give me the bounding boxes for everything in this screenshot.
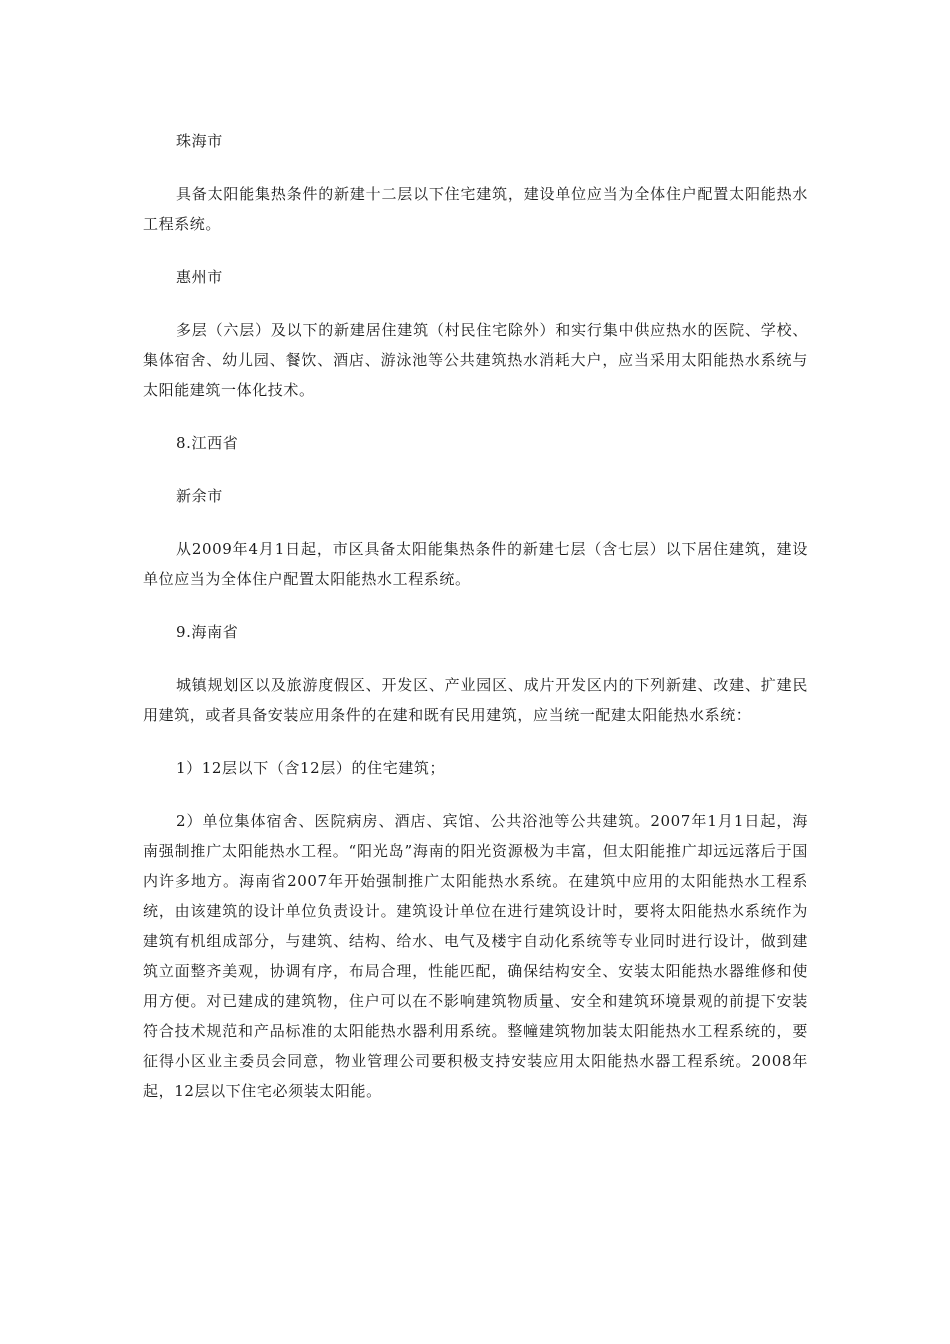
paragraph-gap [143, 405, 808, 428]
xinyu-policy-paragraph: 从2009年4月1日起，市区具备太阳能集热条件的新建七层（含七层）以下居住建筑，建设单位应当为全体住户配置太阳能热水工程系统。 [143, 540, 808, 588]
paragraph-gap [143, 292, 808, 315]
paragraph-gap [143, 458, 808, 481]
city-heading-huizhou: 惠州市 [176, 268, 223, 286]
province-heading-hainan: 9.海南省 [176, 623, 239, 641]
zhuhai-policy-paragraph: 具备太阳能集热条件的新建十二层以下住宅建筑，建设单位应当为全体住户配置太阳能热水工程系统。 [143, 185, 808, 233]
hainan-item-1: 1）12层以下（含12层）的住宅建筑； [176, 759, 446, 777]
paragraph-gap [143, 647, 808, 670]
province-heading-jiangxi: 8.江西省 [176, 434, 239, 452]
hainan-policy-paragraph: 城镇规划区以及旅游度假区、开发区、产业园区、成片开发区内的下列新建、改建、扩建民用建筑，或者具备安装应用条件的在建和既有民用建筑，应当统一配建太阳能热水系统： [143, 676, 808, 724]
paragraph-gap [143, 730, 808, 753]
paragraph-gap [143, 156, 808, 179]
huizhou-policy-paragraph: 多层（六层）及以下的新建居住建筑（村民住宅除外）和实行集中供应热水的医院、学校、集体宿舍、幼儿园、餐饮、酒店、游泳池等公共建筑热水消耗大户，应当采用太阳能热水系统与太阳能建筑一体化技术。 [143, 321, 808, 399]
paragraph-gap [143, 511, 808, 534]
city-heading-zhuhai: 珠海市 [176, 132, 223, 150]
paragraph-gap [143, 239, 808, 262]
city-heading-xinyu: 新余市 [176, 487, 223, 505]
document-body [143, 126, 808, 1106]
hainan-item-2: 2）单位集体宿舍、医院病房、酒店、宾馆、公共浴池等公共建筑。2007年1月1日起，海南强制推广太阳能热水工程。“阳光岛”海南的阳光资源极为丰富，但太阳能推广却远远落后于国内许多地方。海南省2007年开始强制推广太阳能热水系统。在建筑中应用的太阳能热水工程系统，由该建筑的设计单位负责设计。建筑设计单位在进行建筑设计时，要将太阳能热水系统作为建筑有机组成部分，与建筑、结构、给水、电气及楼宇自动化系统等专业同时进行设计，做到建筑立面整齐美观，协调有序，布局合理，性能匹配，确保结构安全、安装太阳能热水器维修和使用方便。对已建成的建筑物，住户可以在不影响建筑物质量、安全和建筑环境景观的前提下安装符合技术规范和产品标准的太阳能热水器利用系统。整幢建筑物加装太阳能热水工程系统的，要征得小区业主委员会同意，物业管理公司要积极支持安装应用太阳能热水器工程系统。2008年起，12层以下住宅必须装太阳能。 [143, 812, 808, 1100]
paragraph-gap [143, 594, 808, 617]
paragraph-gap [143, 783, 808, 806]
